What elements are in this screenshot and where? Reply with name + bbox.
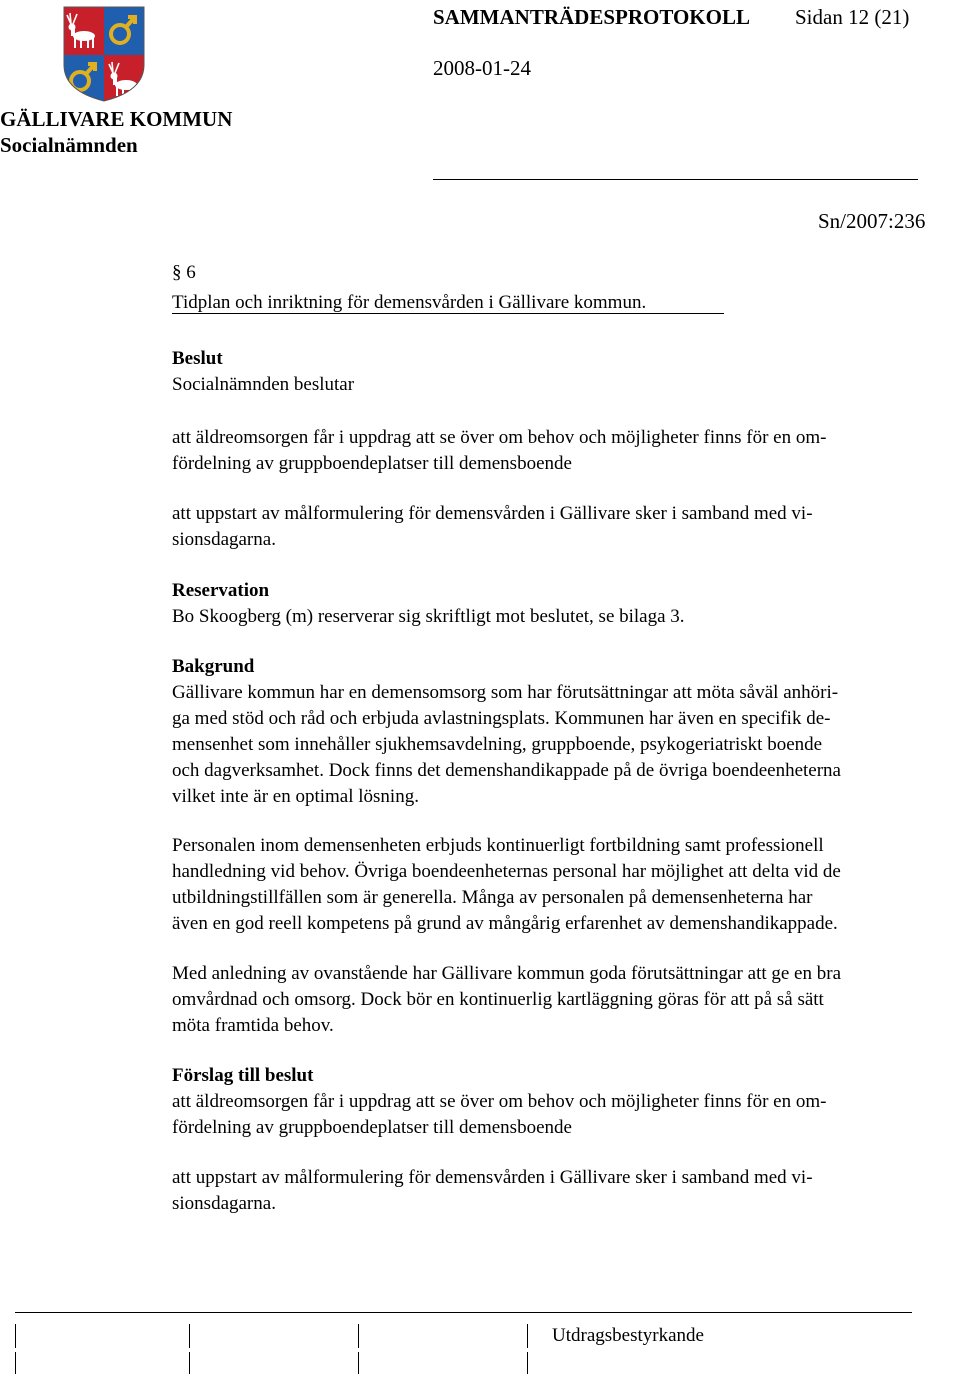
bakgrund-paragraph-2: Personalen inom demensenheten erbjuds kontinuerligt fortbildning samt professionell handledning vid behov. Övriga boendeenheternas personal har möjlighet att delta vid de utbildningstillfällen som är generella. Många av personalen på demensenheterna har även en god reell kompetens på grund av mångårig erfarenhet av demenshandikappade. — [172, 835, 841, 934]
bakgrund-paragraph-3: Med anledning av ovanstående har Gällivare kommun goda förutsättningar att ge en bra omvårdnad och omsorg. Dock bör en kontinuerlig kartläggning göras för att på så sätt möta framtida behov. — [172, 963, 841, 1036]
header-rule — [433, 179, 918, 180]
signature-box-divider — [527, 1352, 528, 1374]
document-title: SAMMANTRÄDESPROTOKOLL — [433, 5, 750, 29]
forslag-heading: Förslag till beslut — [172, 1065, 314, 1086]
forslag-item-1: att äldreomsorgen får i uppdrag att se över om behov och möjligheter finns för en om- fördelning av gruppboendeplatser till demensboende — [172, 1091, 827, 1138]
signature-box-divider — [189, 1352, 190, 1374]
paragraph-num: 6 — [186, 262, 196, 283]
paragraph-number — [172, 260, 196, 286]
paragraph-title: Tidplan och inriktning för demensvården i Gällivare kommun. — [172, 292, 647, 313]
signature-box-divider — [358, 1324, 359, 1348]
organization-name: GÄLLIVARE KOMMUN — [0, 107, 233, 131]
page-number: Sidan 12 (21) — [795, 5, 910, 29]
paragraph-symbol: § — [172, 262, 182, 283]
beslut-intro: Socialnämnden beslutar — [172, 374, 355, 395]
signature-box-divider — [189, 1324, 190, 1348]
title-underline — [172, 313, 724, 314]
case-number: Sn/2007:236 — [818, 209, 926, 233]
signature-box-divider — [15, 1352, 16, 1374]
footer-extract-label: Utdragsbestyrkande — [552, 1325, 704, 1346]
signature-box-divider — [15, 1324, 16, 1348]
forslag-item-2: att uppstart av målformulering för demensvården i Gällivare sker i samband med vi- sionsdagarna. — [172, 1167, 813, 1214]
signature-box-divider — [527, 1324, 528, 1348]
bakgrund-heading: Bakgrund — [172, 656, 255, 677]
signature-box-divider — [358, 1352, 359, 1374]
footer-rule — [15, 1312, 912, 1313]
beslut-item-2: att uppstart av målformulering för demensvården i Gällivare sker i samband med vi- sionsdagarna. — [172, 503, 813, 550]
gallivare-coat-of-arms-icon — [62, 5, 146, 103]
committee-name: Socialnämnden — [0, 133, 138, 157]
reservation-text: Bo Skoogberg (m) reserverar sig skriftligt mot beslutet, se bilaga 3. — [172, 606, 685, 627]
bakgrund-paragraph-1: Gällivare kommun har en demensomsorg som har förutsättningar att möta såväl anhöri- ga med stöd och råd och erbjuda avlastningsplats. Kommunen har även en specifik de- mensenhet som innehåller sjukhemsavdelning, gruppboende, psykogeriatriskt boende och dagverksamhet. Dock finns det demenshandikappade på de övriga boendeenheterna vilket inte är en optimal lösning. — [172, 682, 841, 807]
reservation-heading: Reservation — [172, 580, 270, 601]
meeting-date: 2008-01-24 — [433, 56, 531, 80]
beslut-heading: Beslut — [172, 348, 223, 369]
beslut-item-1: att äldreomsorgen får i uppdrag att se över om behov och möjligheter finns för en om- fördelning av gruppboendeplatser till demensboende — [172, 427, 827, 474]
